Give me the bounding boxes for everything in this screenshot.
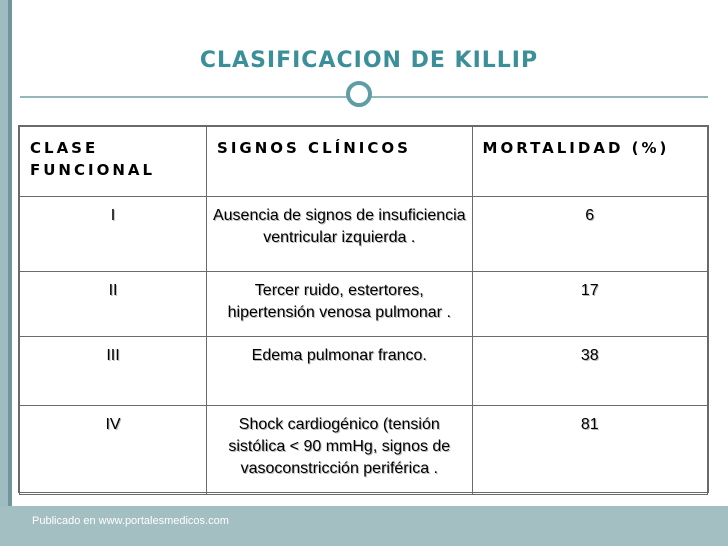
mortality-cell: 6: [472, 197, 707, 272]
signs-cell: Tercer ruido, estertores, hipertensión venosa pulmonar .: [207, 272, 472, 337]
header-mortalidad: MORTALIDAD (%): [472, 127, 707, 197]
signs-cell: Shock cardiogénico (tensión sistólica < 90 mmHg, signos de vasoconstricción periférica .: [207, 406, 472, 495]
signs-cell: Edema pulmonar franco.: [207, 337, 472, 406]
left-accent-bar: [0, 0, 8, 506]
mortality-cell: 17: [472, 272, 707, 337]
table-header-row: [20, 127, 708, 197]
class-cell: III: [20, 337, 207, 406]
page-title: CLASIFICACION DE KILLIP: [199, 48, 539, 73]
table-row: [20, 406, 708, 495]
header-clase-funcional: CLASE FUNCIONAL: [20, 127, 207, 197]
table-row: [20, 337, 708, 406]
signs-cell: Ausencia de signos de insuficiencia ventricular izquierda .: [207, 197, 472, 272]
table-row: [20, 272, 708, 337]
header-signos-clinicos: SIGNOS CLÍNICOS: [207, 127, 472, 197]
table-row: [20, 197, 708, 272]
class-cell: II: [20, 272, 207, 337]
footer-credit: Publicado en www.portalesmedicos.com: [32, 515, 229, 527]
class-cell: I: [20, 197, 207, 272]
mortality-cell: 38: [472, 337, 707, 406]
ring-ornament-icon: [346, 81, 372, 107]
mortality-cell: 81: [472, 406, 707, 495]
class-cell: IV: [20, 406, 207, 495]
killip-table: [18, 125, 709, 493]
